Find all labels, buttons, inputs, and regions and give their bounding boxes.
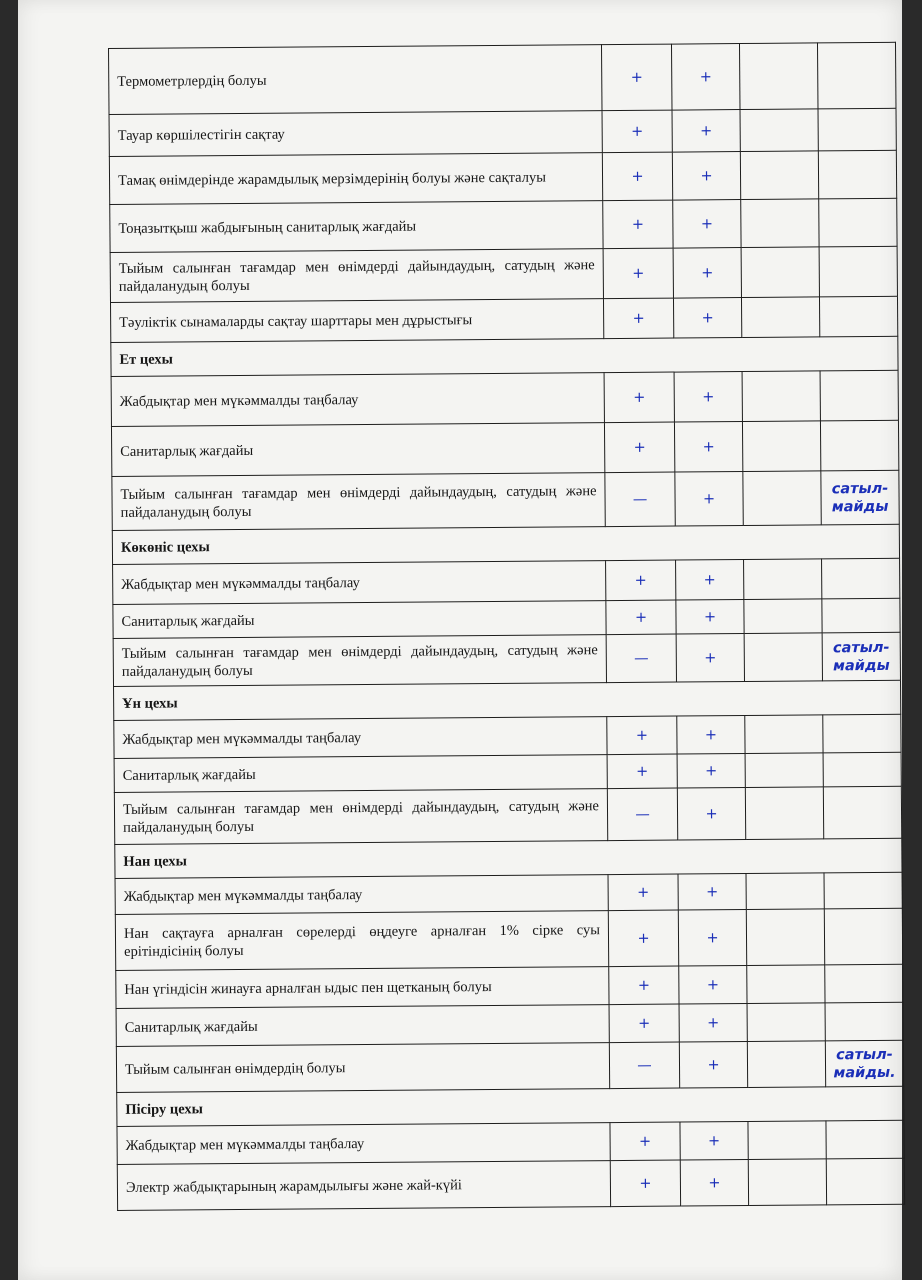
criterion-label: Жабдықтар мен мүкәммалды таңбалау: [117, 1123, 610, 1165]
check-mark-1: +: [603, 248, 673, 299]
empty-cell: [746, 873, 824, 910]
criterion-label: Электр жабдықтарының жарамдылығы және жай-күйі: [117, 1161, 610, 1211]
criterion-label: Санитарлық жағдайы: [114, 755, 607, 793]
check-mark-1: +: [602, 110, 672, 153]
check-mark-2: +: [679, 966, 747, 1005]
table-row: [116, 1040, 903, 1092]
table-row: [109, 108, 896, 156]
check-mark-2: +: [673, 200, 741, 249]
check-mark-2: +: [678, 910, 746, 967]
empty-cell: [745, 715, 823, 754]
handwritten-note: [819, 246, 897, 297]
handwritten-note: [820, 370, 898, 421]
handwritten-note: [822, 598, 900, 633]
criterion-label: Жабдықтар мен мүкәммалды таңбалау: [111, 373, 604, 427]
handwritten-note: [825, 1002, 903, 1041]
criterion-label: Тыйым салынған тағамдар мен өнімдерді дайындаудың, сатудың және пайдаланудың болуы: [114, 789, 607, 845]
check-mark-2: +: [677, 788, 745, 841]
handwritten-note: [817, 42, 896, 109]
table-row: [110, 198, 897, 252]
table-row: [113, 632, 900, 686]
handwritten-note: [818, 150, 896, 199]
check-mark-2: +: [676, 560, 744, 601]
check-mark-2: +: [678, 874, 746, 911]
table-row: [116, 1002, 903, 1046]
criterion-label: Тыйым салынған тағамдар мен өнімдерді дайындаудың, сатудың және пайдаланудың болуы: [110, 249, 603, 303]
empty-cell: [744, 633, 822, 682]
check-mark-1: +: [604, 372, 674, 423]
empty-cell: [741, 199, 819, 248]
check-mark-2: +: [674, 372, 742, 423]
check-mark-2: +: [674, 422, 742, 473]
empty-cell: [745, 753, 823, 788]
handwritten-note: сатыл- майды.: [825, 1040, 903, 1087]
criterion-label: Жабдықтар мен мүкәммалды таңбалау: [114, 717, 607, 759]
table-row: [111, 370, 898, 426]
handwritten-note: [822, 558, 900, 599]
table-row: [114, 786, 901, 844]
criterion-label: Нан сақтауға арналған сөрелерді өңдеуге арналған 1% сірке суы ерітіндісінің болуы: [115, 911, 608, 971]
criterion-label: Санитарлық жағдайы: [111, 423, 604, 477]
check-mark-1: —: [609, 1042, 679, 1089]
criterion-label: Санитарлық жағдайы: [116, 1005, 609, 1047]
empty-cell: [742, 421, 820, 472]
empty-cell: [747, 1041, 825, 1088]
table-row: [113, 558, 900, 604]
criterion-label: Нан үгіндісін жинауға арналған ыдыс пен щетканың болуы: [116, 967, 609, 1009]
empty-cell: [747, 965, 825, 1004]
table-row: [111, 420, 898, 476]
check-mark-2: +: [676, 600, 744, 635]
check-mark-2: +: [671, 44, 740, 111]
check-mark-2: +: [672, 110, 740, 153]
criterion-label: Тыйым салынған тағамдар мен өнімдерді дайындаудың, сатудың және пайдаланудың болуы: [113, 635, 606, 687]
table-row: [117, 1120, 904, 1164]
empty-cell: [741, 247, 819, 298]
criterion-label: Тауар көршілестігін сақтау: [109, 111, 602, 157]
check-mark-1: +: [606, 560, 676, 601]
empty-cell: [743, 471, 821, 526]
table-row: [109, 150, 896, 204]
check-mark-1: +: [607, 754, 677, 789]
check-mark-1: +: [608, 874, 678, 911]
empty-cell: [744, 599, 822, 634]
handwritten-note: [826, 1120, 904, 1159]
check-mark-2: +: [677, 716, 745, 755]
inspection-checklist-table: [108, 42, 905, 1211]
handwritten-note: [823, 752, 901, 787]
handwritten-note: [826, 1158, 904, 1205]
check-mark-1: +: [610, 1122, 680, 1161]
check-mark-1: +: [609, 1004, 679, 1043]
criterion-label: Тәуліктік сынамаларды сақтау шарттары мен дұрыстығы: [110, 299, 603, 343]
table-row: [115, 908, 902, 970]
check-mark-2: +: [679, 1004, 747, 1043]
table-row: [109, 42, 896, 114]
criterion-label: Жабдықтар мен мүкәммалды таңбалау: [113, 561, 606, 605]
check-mark-2: +: [680, 1160, 748, 1207]
table-row: [110, 296, 897, 342]
criterion-label: Термометрлердің болуы: [109, 45, 603, 115]
table-row: [112, 470, 899, 530]
empty-cell: [740, 151, 818, 200]
check-mark-2: +: [680, 1122, 748, 1161]
table-row: [116, 964, 903, 1008]
section-title: Пісіру цехы: [117, 1086, 904, 1126]
table-row: [117, 1158, 904, 1210]
empty-cell: [744, 559, 822, 600]
check-mark-2: +: [677, 754, 745, 789]
section-title: Көкөніс цехы: [112, 524, 899, 564]
handwritten-note: [819, 198, 897, 247]
criterion-label: Санитарлық жағдайы: [113, 601, 606, 639]
criterion-label: Тыйым салынған өнімдердің болуы: [116, 1043, 609, 1093]
check-mark-2: +: [679, 1042, 747, 1089]
check-mark-1: —: [605, 472, 675, 527]
check-mark-1: +: [606, 600, 676, 635]
criterion-label: Тамақ өнімдерінде жарамдылық мерзімдерінің болуы және сақталуы: [109, 153, 602, 205]
check-mark-2: +: [675, 472, 743, 527]
empty-cell: [746, 909, 824, 966]
handwritten-note: [825, 964, 903, 1003]
section-title: Ет цехы: [111, 336, 898, 376]
check-mark-2: +: [673, 248, 741, 299]
empty-cell: [740, 109, 818, 152]
check-mark-1: —: [607, 788, 677, 841]
check-mark-1: +: [610, 1160, 680, 1207]
check-mark-2: +: [676, 634, 744, 683]
empty-cell: [741, 297, 819, 338]
empty-cell: [748, 1159, 826, 1206]
check-mark-1: +: [602, 152, 672, 201]
handwritten-note: [823, 786, 901, 839]
empty-cell: [748, 1121, 826, 1160]
criterion-label: Тыйым салынған тағамдар мен өнімдерді дайындаудың, сатудың және пайдаланудың болуы: [112, 473, 605, 531]
handwritten-note: [819, 296, 897, 337]
check-mark-1: +: [608, 910, 678, 967]
criterion-label: Тоңазытқыш жабдығының санитарлық жағдайы: [110, 201, 603, 253]
document-page: [18, 0, 902, 1280]
check-mark-1: —: [606, 634, 676, 683]
section-title: Ұн цехы: [114, 680, 901, 720]
handwritten-note: [820, 420, 898, 471]
check-mark-2: +: [672, 152, 740, 201]
empty-cell: [739, 43, 818, 110]
table-row: [115, 872, 902, 914]
handwritten-note: [824, 872, 902, 909]
handwritten-note: сатыл- майды: [822, 632, 900, 681]
empty-cell: [747, 1003, 825, 1042]
section-title: Нан цехы: [115, 838, 902, 878]
check-mark-1: +: [604, 422, 674, 473]
check-mark-2: +: [673, 298, 741, 339]
empty-cell: [742, 371, 820, 422]
table-row: [110, 246, 897, 302]
check-mark-1: +: [609, 966, 679, 1005]
check-mark-1: +: [607, 716, 677, 755]
table-row: [114, 714, 901, 758]
empty-cell: [745, 787, 823, 840]
check-mark-1: +: [601, 44, 672, 111]
handwritten-note: [824, 908, 902, 965]
handwritten-note: [823, 714, 901, 753]
criterion-label: Жабдықтар мен мүкәммалды таңбалау: [115, 875, 608, 915]
handwritten-note: сатыл- майды: [821, 470, 899, 525]
handwritten-note: [818, 108, 896, 151]
check-mark-1: +: [603, 298, 673, 339]
check-mark-1: +: [603, 200, 673, 249]
